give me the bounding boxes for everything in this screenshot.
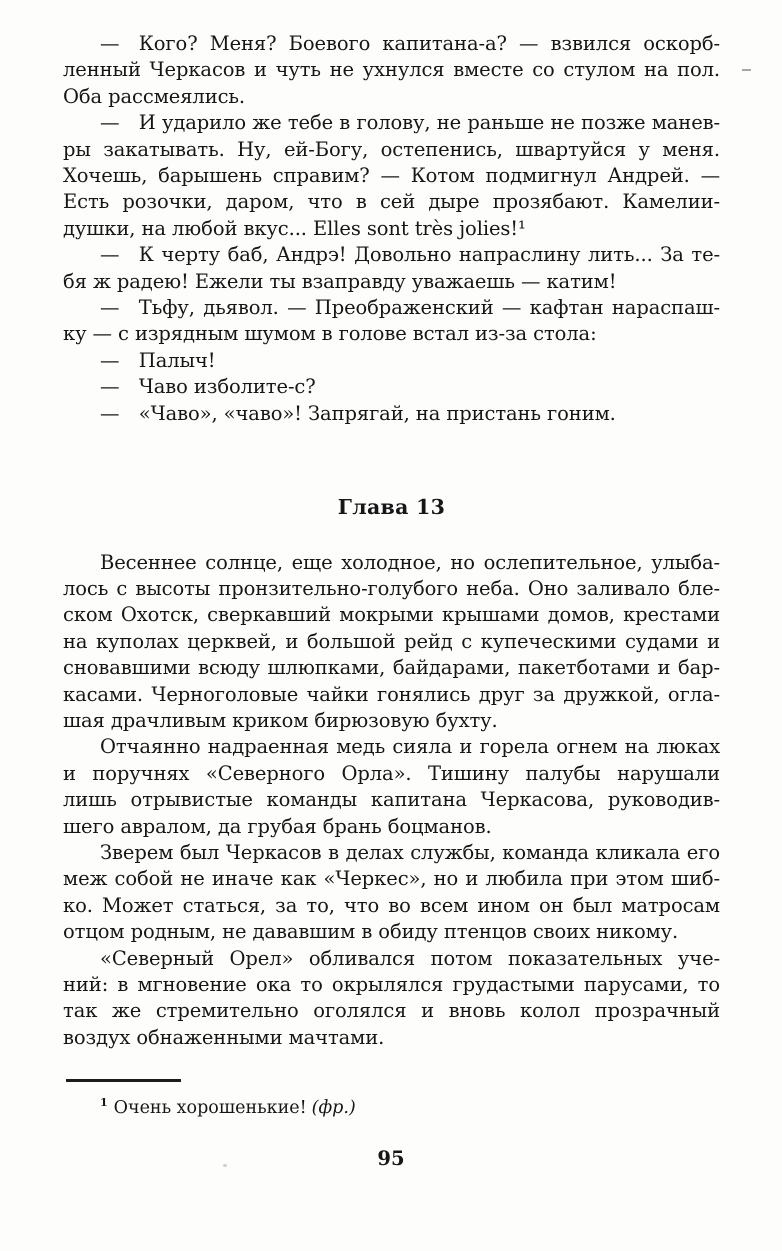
paragraph (63, 110, 720, 242)
text-line: — К черту баб, Андрэ! Довольно напраслину лить... За те- (100, 243, 720, 267)
text-line: шая драчливым криком бирюзовую бухту. (63, 708, 498, 732)
paragraph (63, 348, 720, 374)
text-line: воздух обнаженными мачтами. (63, 1025, 385, 1049)
text-line: ку — с изрядным шумом в голове встал из-за стола: (63, 322, 597, 346)
paragraph (63, 550, 720, 735)
text-line: бя ж радею! Ежели ты взаправду уважаешь — катим! (63, 269, 617, 293)
footnote (63, 1079, 720, 1120)
paragraph (63, 734, 720, 840)
text-line: — И ударило же тебе в голову, не раньше не позже манев- (100, 111, 720, 135)
text-line: лишь отрывистые команды капитана Черкасова, руководив- (63, 788, 720, 812)
text-line: ленный Черкасов и чуть не ухнулся вместе со стулом на пол. (63, 58, 720, 82)
text-line: душки, на любой вкус... Elles sont très jolies!¹ (63, 216, 526, 240)
text-line: — Кого? Меня? Боевого капитана-а? — взвился оскорб- (100, 32, 720, 55)
text-line: на куполах церквей, и большой рейд с купеческими судами и (63, 629, 720, 653)
chapter-heading: Глава 13 (337, 495, 446, 520)
text-line: так же стремительно оголялся и вновь колол прозрачный (63, 999, 720, 1023)
text-line: лось с высоты пронзительно-голубого неба. Оно заливало бле- (63, 576, 720, 600)
text-line: — Палыч! (100, 348, 216, 372)
text-line: ний: в мгновение ока то окрылялся грудастыми парусами, то (63, 973, 720, 996)
text-line: Отчаянно надраенная медь сияла и горела огнем на люках (100, 735, 720, 759)
text-line: ры закатывать. Ну, ей-Богу, остепенись, швартуйся у меня. (63, 137, 720, 161)
paragraph (63, 242, 720, 295)
text-line: Хочешь, барышень справим? — Котом подмигнул Андрей. — (63, 164, 720, 188)
text-line: — «Чаво», «чаво»! Запрягай, на пристань гоним. (100, 401, 616, 425)
paragraph (63, 840, 720, 946)
text-line: «Северный Орел» обливался потом показательных уче- (100, 946, 720, 970)
paragraph (63, 374, 720, 400)
paragraph (63, 31, 720, 110)
footnote-language-note: (фр.) (311, 1097, 356, 1118)
text-line: сновавшими всюду шлюпками, байдарами, пакетботами и бар- (63, 656, 720, 680)
text-line: касами. Черноголовые чайки гонялись друг за дружкой, огла- (63, 682, 720, 706)
text-line: и поручнях «Северного Орла». Тишину палубы нарушали (63, 761, 720, 785)
paragraph (63, 946, 720, 1052)
text-line: — Тьфу, дьявол. — Преображенский — кафтан нараспаш- (100, 296, 720, 320)
text-line: Оба рассмеялись. (63, 84, 246, 108)
text-line: Весеннее солнце, еще холодное, но ослепительное, улыба- (100, 550, 720, 574)
page-number: 95 (377, 1147, 405, 1170)
text-line: ко. Может статься, за то, что во всем ином он был матросам (63, 893, 720, 917)
paragraph (63, 401, 720, 427)
footnote-text (63, 1091, 720, 1120)
text-line: меж собой не иначе как «Черкес», но и любила при этом шиб- (63, 867, 720, 891)
text-line: Есть розочки, даром, что в сей дыре прозябают. Камелии- (63, 190, 720, 214)
page-text (63, 31, 720, 1051)
text-line: отцом родным, не дававшим в обиду птенцов своих никому. (63, 920, 679, 944)
footnote-marker: 1 (100, 1096, 108, 1109)
text-line: шего авралом, да грубая брань боцманов. (63, 814, 492, 838)
text-line: — Чаво изболите-с? (100, 375, 316, 399)
paragraph (63, 295, 720, 348)
text-line: Зверем был Черкасов в делах службы, команда кликала его (100, 840, 720, 864)
text-line: ском Охотск, сверкавший мокрыми крышами домов, крестами (63, 603, 720, 627)
footnote-body: Очень хорошенькие! (113, 1097, 307, 1118)
scan-artifact (742, 69, 751, 71)
footnote-separator (66, 1079, 181, 1082)
